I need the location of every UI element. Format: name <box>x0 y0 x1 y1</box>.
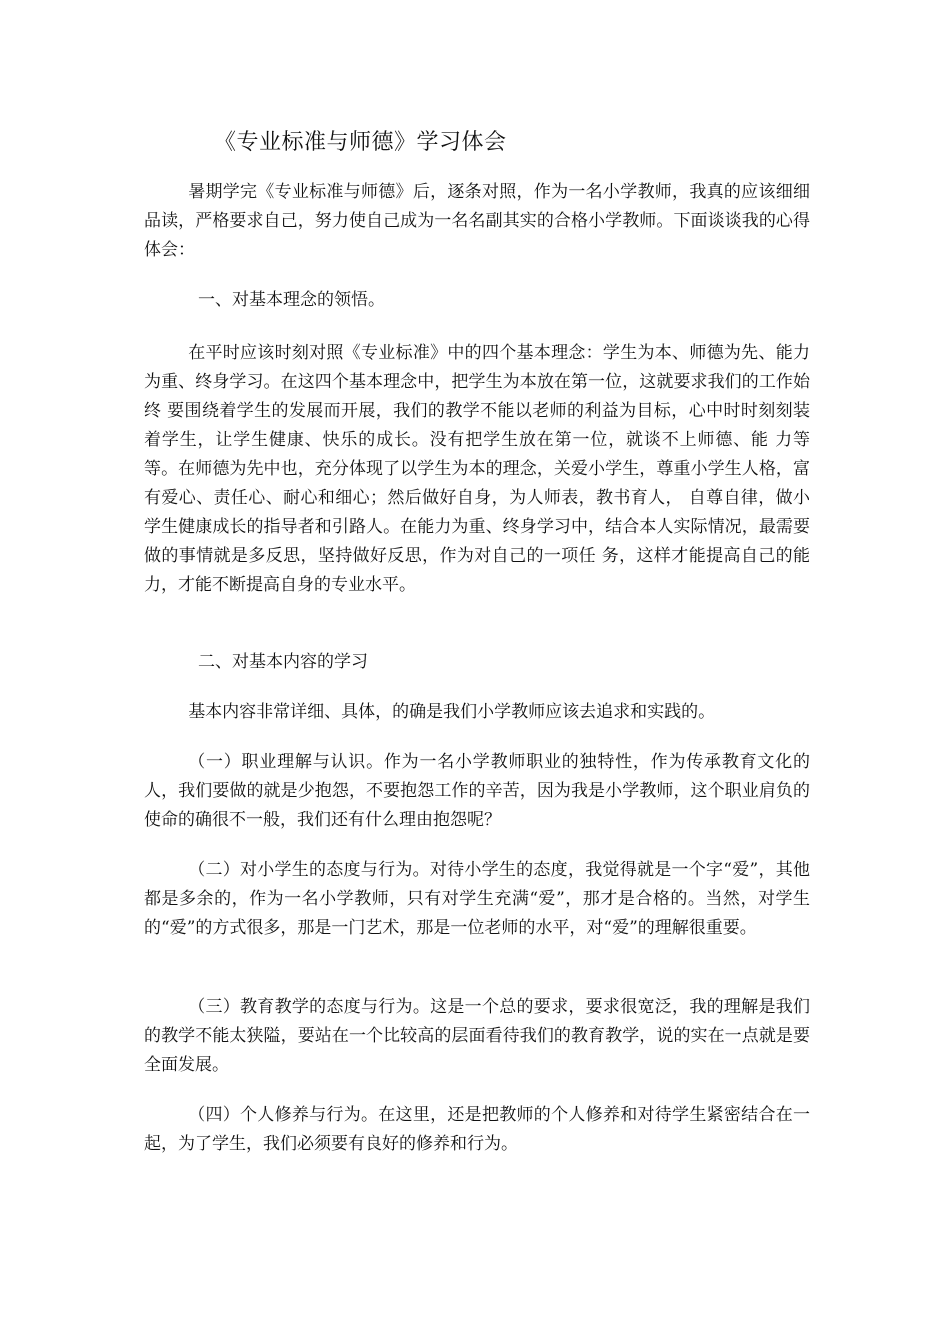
item-3-paragraph: （三）教育教学的态度与行为。这是一个总的要求，要求很宽泛，我的理解是我们的教学不能太狭隘，要站在一个比较高的层面看待我们的教育教学，说的实在一点就是要全面发展。 <box>144 997 810 1075</box>
section-2-intro-paragraph: 基本内容非常详细、具体，的确是我们小学教师应该去追求和实践的。 <box>188 702 716 722</box>
item-1-paragraph: （一）职业理解与认识。作为一名小学教师职业的独特性，作为传承教育文化的人，我们要做的就是少抱怨，不要抱怨工作的辛苦，因为我是小学教师，这个职业肩负的使命的确很不一般，我们还有什么理由抱怨呢？ <box>144 752 810 830</box>
item-4-paragraph: （四）个人修养与行为。在这里，还是把教师的个人修养和对待学生紧密结合在一起，为了学生，我们必须要有良好的修养和行为。 <box>144 1105 810 1154</box>
section-1-heading: 一、对基本理念的领悟。 <box>198 290 385 310</box>
document-title: 《专业标准与师德》学习体会 <box>214 130 507 155</box>
section-2-heading: 二、对基本内容的学习 <box>198 652 368 672</box>
item-2-paragraph: （二）对小学生的态度与行为。对待小学生的态度，我觉得就是一个字“爱”，其他都是多余的，作为一名小学教师，只有对学生充满“爱”，那才是合格的。当然，对学生的“爱”的方式很多，那是一门艺术，那是一位老师的水平，对“爱”的理解很重要。 <box>144 860 810 938</box>
section-1-paragraph: 在平时应该时刻对照《专业标准》中的四个基本理念：学生为本、师德为先、能力为重、终身学习。在这四个基本理念中，把学生为本放在第一位，这就要求我们的工作始终 要围绕着学生的发展而开展，我们的教学不能以老师的利益为目标，心中时时刻刻装着学生，让学生健康、快乐的成长。没有把学生放在第一位，就谈不上师德、能 力等等。在师德为先中也，充分体现了以学生为本的理念，关爱小学生，尊重小学生人格，富有爱心、责任心、耐心和细心；然后做好自身，为人师表，教书育人， 自尊自律，做小学生健康成长的指导者和引路人。在能力为重、终身学习中，结合本人实际情况，最需要做的事情就是多反思，坚持做好反思，作为对自己的一项任 务，这样才能提高自己的能力，才能不断提高自身的专业水平。 <box>144 343 810 595</box>
intro-paragraph: 暑期学完《专业标准与师德》后，逐条对照，作为一名小学教师，我真的应该细细品读，严格要求自己，努力使自己成为一名名副其实的合格小学教师。下面谈谈我的心得体会： <box>144 182 810 260</box>
